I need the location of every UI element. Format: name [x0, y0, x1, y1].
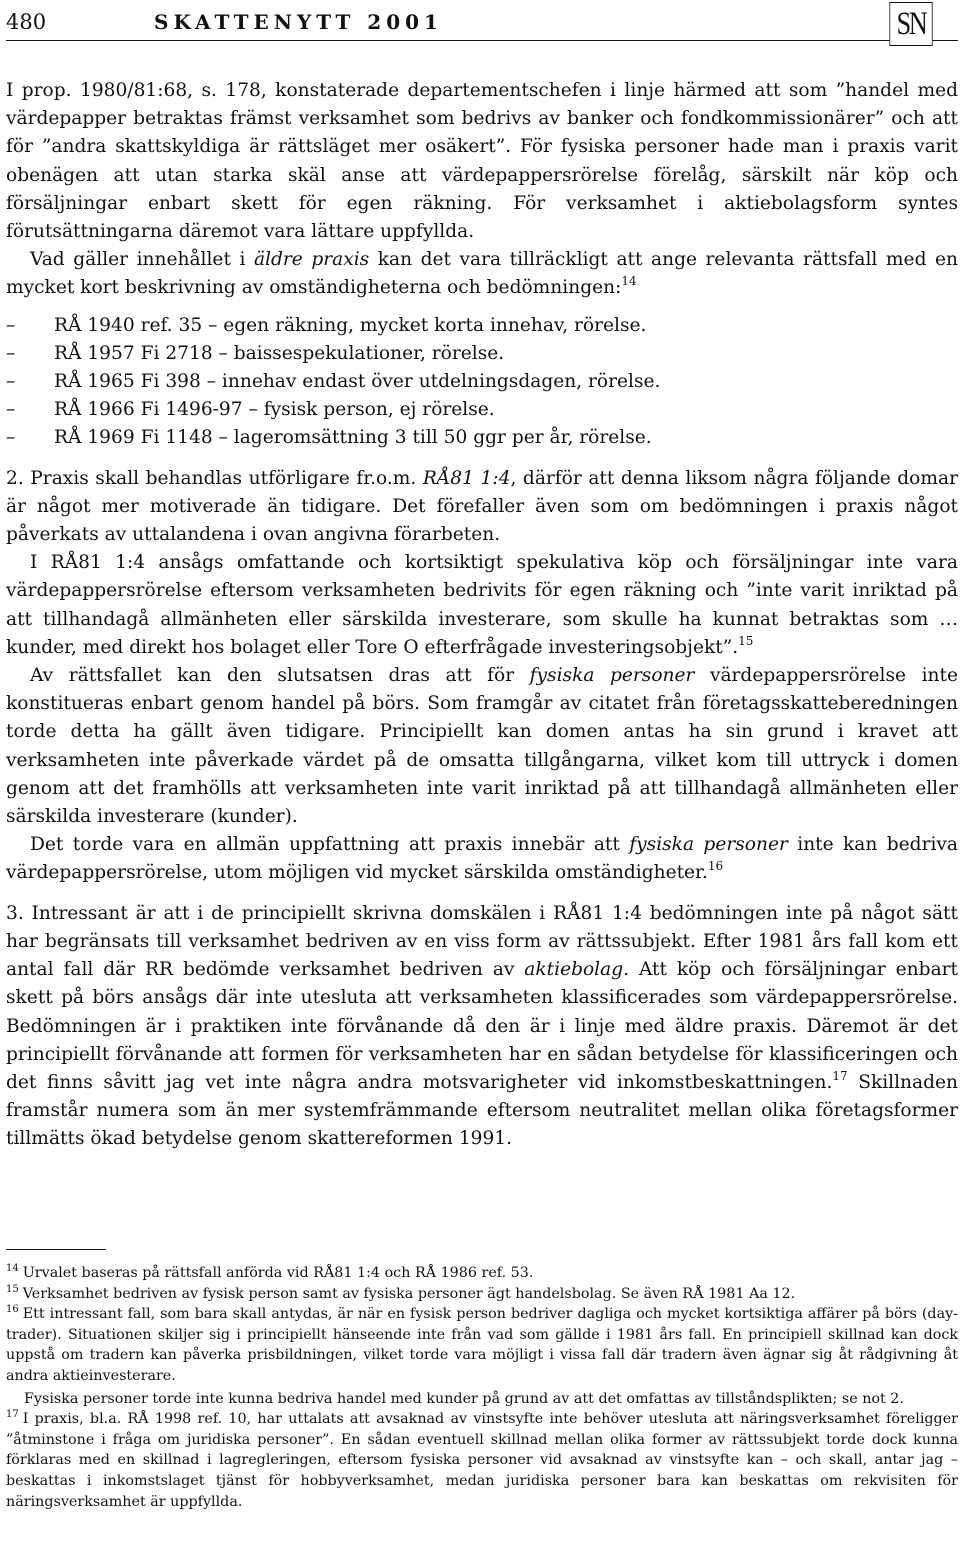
footnote-15: $^{15}$ Verksamhet bedriven av fysisk person samt av fysiska personer ägt handelsbolag. Se även RÅ 1981 Aa 12. — [6, 1283, 796, 1302]
footnote-ref-16: 16 — [707, 859, 724, 874]
list-item: – RÅ 1969 Fi 1148 – lageromsättning 3 till 50 ggr per år, rörelse. — [6, 427, 652, 449]
footnote-17: $^{17}$ I praxis, bl.a. RÅ 1998 ref. 10, har uttalats att avsaknad av vinstsyfte inte behöver utesluta att näringsverksamhet föreligger ”åtminstone i fråga om juridiska personer”. En sådan eventuell skillnad mellan olika former av rättssubjekt torde dock kunna förklaras med en skillnad i lagregleringen, eftersom fysiska personer vid avsaknad av vinstsyfte kan – och skall, antar jag – beskattas i inkomstslaget tjänst för hobbyverksamhet, medan juridiska personer bara kan beskattas om rekvisiten för näringsverksamhet är uppfyllda. — [6, 1409, 958, 1510]
running-title: SKATTENYTT 2001 — [154, 10, 443, 34]
paragraph-section-2: 2. Praxis skall behandlas utförligare fr.o.m. RÅ81 1:4, därför att denna liksom några följande domar är något mer motiverade än tidigare. Det förefaller även som om bedömningen i praxis något påverkats av uttalandena i ovan angivna förarbeten. — [6, 467, 958, 546]
emphasis-fysiska-personer: fysiska personer — [529, 665, 695, 687]
footnote-16-continued: Fysiska personer torde inte kunna bedriva handel med kunder på grund av att det omfattas av tillståndsplikten; se not 2. — [24, 1390, 904, 1407]
list-item: – RÅ 1957 Fi 2718 – baissespekulationer, rörelse. — [6, 342, 505, 364]
list-item: – RÅ 1965 Fi 398 – innehav endast över utdelningsdagen, rörelse. — [6, 371, 661, 393]
header-rule — [6, 40, 958, 41]
document-page — [6, 0, 958, 1568]
paragraph-ra81-detail: I RÅ81 1:4 ansågs omfattande och kortsiktigt spekulativa köp och försäljningar inte vara värdepappersrörelse eftersom verksamheten bedrivits för egen räkning och ”inte varit inriktad på att tillhandagå allmänheten eller särskilda investerare, som skulle ha kunnat betraktas som … kunder, med direkt hos bolaget eller Tore O efterfrågade investeringsobjekt”.$^{15}$ — [6, 552, 958, 658]
footnotes — [6, 1263, 958, 1512]
paragraph-allman-uppfattning: Det torde vara en allmän uppfattning att praxis innebär att fysiska personer inte kan bedriva värdepappersrörelse, utom möjligen vid mycket särskilda omständigheter.$^{16}$ — [6, 834, 959, 884]
page-number: 480 — [6, 10, 47, 34]
paragraph-slutsats: Av rättsfallet kan den slutsatsen dras att för fysiska personer värdepappersrörelse inte konstitueras enbart genom handel på börs. Som framgår av citatet från företagsskatteberedningen torde detta ha gällt även tidigare. Principiellt kan domen antas ha sin grund i kravet att verksamheten inte påverkade värdet på de omsatta tillgångarna, vilket kom till uttryck i domen genom att det framhölls att verksamheten inte varit inriktad på att tillhandagå allmänheten eller särskilda investerare (kunder). — [6, 665, 958, 828]
list-item: – RÅ 1966 Fi 1496-97 – fysisk person, ej rörelse. — [6, 399, 495, 421]
case-list — [6, 312, 958, 453]
paragraph-aldre-praxis: Vad gäller innehållet i äldre praxis kan det vara tillräckligt att ange relevanta rättsfall med en mycket kort beskrivning av omständigheterna och bedömningen:$^{14}$ — [6, 249, 958, 299]
footnote-14: $^{14}$ Urvalet baseras på rättsfall anförda vid RÅ81 1:4 och RÅ 1986 ref. 53. — [6, 1263, 534, 1281]
paragraph-prop: I prop. 1980/81:68, s. 178, konstaterade departementschefen i linje härmed att som ”handel med värdepapper betraktas främst verksamhet som bedrivs av banker och fondkommissionärer” och att för ”andra skattskyldiga är rättsläget mer osäkert”. För fysiska personer hade man i praxis varit obenägen att utan starka skäl anse att värdepappersrörelse förelåg, särskilt när köp och försäljningar enbart skett för egen räkning. För verksamhet i aktiebolagsform syntes förutsättningarna däremot vara lättare uppfyllda. — [6, 80, 958, 243]
sn-logo: SN — [889, 2, 932, 46]
emphasis-fysiska-personer-2: fysiska personer — [629, 834, 788, 856]
footnote-rule — [6, 1249, 106, 1250]
emphasis-aldre-praxis: äldre praxis — [253, 249, 370, 271]
footnote-ref-15: 15 — [738, 633, 754, 648]
page-header — [6, 2, 958, 44]
list-item: – RÅ 1940 ref. 35 – egen räkning, mycket korta innehav, rörelse. — [6, 314, 647, 336]
footnote-ref-14: 14 — [621, 274, 637, 289]
footnote-ref-17: 17 — [832, 1068, 848, 1083]
footnote-16: $^{16}$ Ett intressant fall, som bara skall antydas, är när en fysisk person bedriver dagliga och mycket kortsiktiga affärer på börs (day-trader). Situationen skiljer sig i principiellt hänseende inte från vad som gällde i 1981 års fall. En principiell skillnad kan dock uppstå om tradern kan påverka prisbildningen, vilket torde vara möjligt i vissa fall där tradern även ägnar sig åt rådgivning åt andra aktieinvesterare. — [6, 1304, 958, 1384]
emphasis-aktiebolag: aktiebolag — [524, 959, 624, 981]
paragraph-section-3: 3. Intressant är att i de principiellt skrivna domskälen i RÅ81 1:4 bedömningen inte på något sätt har begränsats till verksamhet bedriven av en viss form av rättssubjekt. Efter 1981 års fall kom ett antal fall där RR bedömde verksamhet bedriven av aktiebolag. Att köp och försäljningar enbart skett på börs ansågs där inte utesluta att verksamheten klassificerades som värdepappersrörelse. Bedömningen är i praktiken inte förvånande då den är i linje med äldre praxis. Däremot är det principiellt förvånande att formen för verksamheten har en sådan betydelse för klassificeringen och det finns såvitt jag vet inte några andra motsvarigheter vid inkomstbeskattningen.$^{17}$ Skillnaden framstår numera som än mer systemfrämmande eftersom neutralitet mellan olika företagsformer tillmätts ökad betydelse genom skattereformen 1991. — [6, 902, 959, 1150]
emphasis-ra81: RÅ81 1:4 — [422, 467, 511, 489]
body-text — [6, 77, 958, 1154]
